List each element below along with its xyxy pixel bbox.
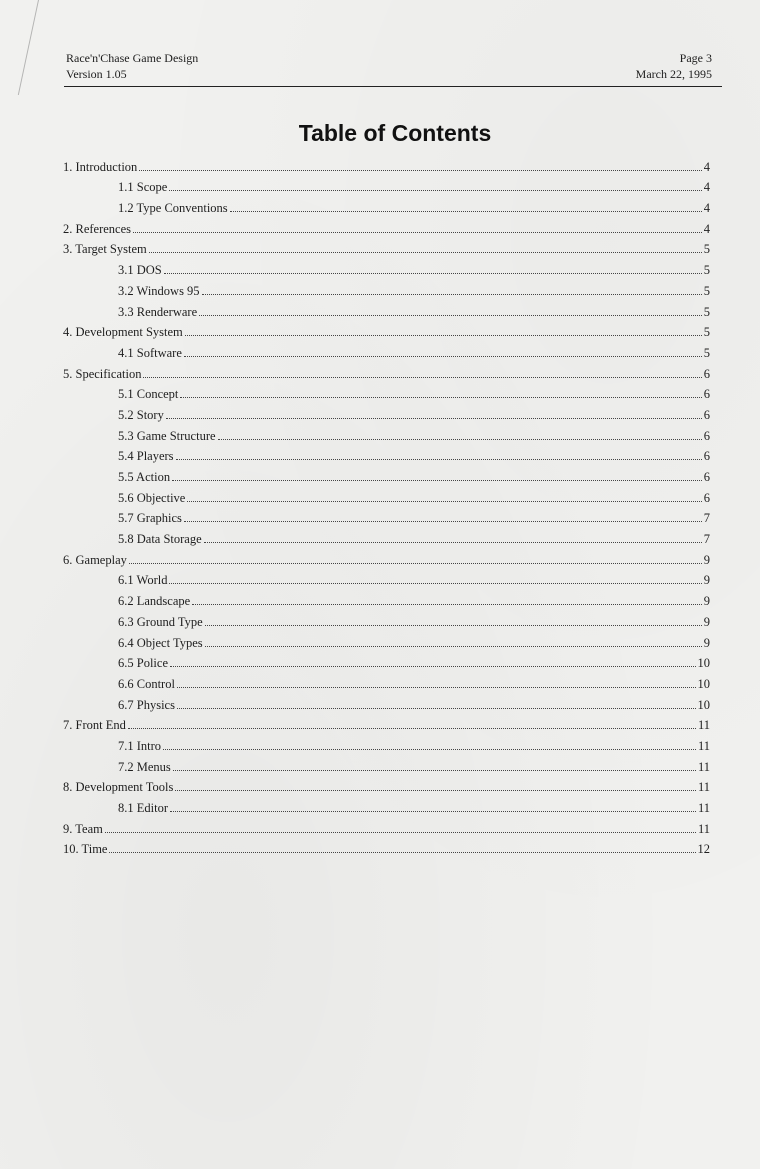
- toc-entry-label: 6. Gameplay: [63, 552, 127, 567]
- toc-section-entry: [63, 836, 710, 857]
- toc-subsection-entry: [63, 650, 710, 671]
- toc-subsection-entry: [63, 794, 710, 815]
- toc-entry-label: 8.1 Editor: [118, 801, 168, 815]
- toc-section-entry: [63, 153, 710, 174]
- document-date: March 22, 1995: [635, 67, 712, 81]
- toc-entry-page: 6: [703, 366, 710, 381]
- toc-subsection-entry: [63, 277, 710, 298]
- toc-subsection-entry: [63, 484, 710, 505]
- dot-leader: [166, 417, 702, 419]
- toc-section-entry: [63, 546, 710, 567]
- toc-entry-label: 6.6 Control: [118, 676, 175, 691]
- dot-leader: [180, 396, 701, 398]
- dot-leader: [199, 314, 702, 316]
- toc-entry-label: 5.6 Objective: [118, 490, 186, 505]
- dot-leader: [128, 727, 696, 729]
- toc-entry-page: 11: [697, 759, 710, 774]
- toc-entry-label: 4.1 Software: [118, 345, 182, 360]
- toc-subsection-entry: [63, 567, 710, 588]
- toc-entry-label: 10. Time: [63, 842, 108, 857]
- dot-leader: [184, 355, 702, 357]
- toc-entry-label: 3.1 DOS: [118, 263, 162, 278]
- toc-section-entry: [63, 815, 710, 836]
- toc-subsection-entry: [63, 194, 710, 215]
- toc-section-entry: [63, 712, 710, 733]
- toc-entry-page: 6: [703, 449, 710, 464]
- toc-entry-label: 5.5 Action: [118, 470, 171, 484]
- toc-entry-page: 4: [703, 221, 710, 236]
- toc-subsection-entry: [63, 174, 710, 195]
- toc-entry-page: 11: [697, 821, 710, 836]
- toc-section-entry: [63, 360, 710, 381]
- toc-entry-label: 6.2 Landscape: [118, 594, 191, 609]
- dot-leader: [105, 831, 696, 833]
- dot-leader: [202, 293, 702, 295]
- toc-subsection-entry: [63, 505, 710, 526]
- page-number: Page 3: [679, 51, 712, 65]
- toc-subsection-entry: [63, 401, 710, 422]
- toc-entry-page: 5: [703, 304, 710, 319]
- toc-entry-page: 10: [697, 676, 710, 691]
- toc-subsection-entry: [63, 732, 710, 753]
- toc-subsection-entry: [63, 691, 710, 712]
- dot-leader: [173, 769, 696, 771]
- toc-entry-label: 3. Target System: [63, 242, 147, 257]
- toc-entry-page: 10: [697, 697, 710, 712]
- dot-leader: [170, 665, 696, 667]
- toc-entry-page: 9: [703, 594, 710, 609]
- toc-subsection-entry: [63, 670, 710, 691]
- toc-entry-page: 4: [703, 159, 710, 174]
- header-left: [66, 50, 198, 82]
- toc-subsection-entry: [63, 339, 710, 360]
- dot-leader: [205, 624, 702, 626]
- toc-entry-page: 11: [697, 780, 710, 795]
- document-title: Race'n'Chase Game Design: [66, 51, 199, 65]
- toc-entry-label: 7.2 Menus: [118, 759, 171, 774]
- toc-entry-page: 6: [703, 407, 710, 422]
- dot-leader: [109, 851, 695, 853]
- toc-subsection-entry: [63, 753, 710, 774]
- toc-section-entry: [63, 215, 710, 236]
- toc-entry-label: 2. References: [63, 221, 132, 236]
- dot-leader: [169, 582, 701, 584]
- toc-entry-label: 3.3 Renderware: [118, 304, 198, 319]
- toc-entry-page: 6: [703, 387, 710, 402]
- toc-section-entry: [63, 774, 710, 795]
- dot-leader: [176, 458, 702, 460]
- toc-entry-page: 6: [703, 470, 710, 484]
- dot-leader: [139, 169, 701, 171]
- toc-section-entry: [63, 236, 710, 257]
- toc-entry-page: 9: [703, 573, 710, 588]
- toc-entry-label: 5.8 Data Storage: [118, 532, 202, 547]
- header-right: [636, 50, 712, 82]
- dot-leader: [218, 438, 702, 440]
- toc-subsection-entry: [63, 608, 710, 629]
- toc-entry-page: 5: [703, 283, 710, 298]
- toc-entry-page: 11: [697, 801, 710, 815]
- toc-entry-page: 5: [703, 263, 710, 278]
- toc-subsection-entry: [63, 422, 710, 443]
- dot-leader: [175, 789, 696, 791]
- toc-entry-label: 7.1 Intro: [118, 738, 162, 753]
- dot-leader: [192, 603, 702, 605]
- dot-leader: [177, 707, 696, 709]
- toc-entry-label: 5.1 Concept: [118, 387, 179, 402]
- toc-entry-page: 7: [703, 511, 710, 526]
- toc-entry-label: 1.2 Type Conventions: [118, 201, 228, 216]
- dot-leader: [170, 810, 696, 812]
- dot-leader: [185, 334, 702, 336]
- toc-entry-label: 7. Front End: [63, 718, 126, 733]
- toc-entry-label: 5.2 Story: [118, 407, 164, 422]
- toc-entry-label: 4. Development System: [63, 325, 183, 340]
- toc-entry-label: 5.7 Graphics: [118, 511, 182, 526]
- toc-subsection-entry: [63, 525, 710, 546]
- dot-leader: [163, 748, 696, 750]
- page-title: Table of Contents: [298, 120, 492, 146]
- toc-entry-label: 1.1 Scope: [118, 180, 168, 195]
- toc-entry-label: 5. Specification: [63, 366, 142, 381]
- toc-entry-page: 9: [703, 552, 710, 567]
- dot-leader: [230, 210, 702, 212]
- toc-section-entry: [63, 319, 710, 340]
- toc-entry-page: 6: [703, 428, 710, 443]
- toc-entry-label: 1. Introduction: [63, 159, 138, 174]
- toc-entry-label: 6.4 Object Types: [118, 635, 203, 650]
- toc-subsection-entry: [63, 381, 710, 402]
- toc-entry-page: 12: [697, 842, 710, 857]
- toc-entry-label: 6.5 Police: [118, 656, 168, 671]
- toc-entry-page: 5: [703, 242, 710, 257]
- toc-entry-label: 9. Team: [63, 821, 103, 836]
- toc-entry-page: 4: [703, 180, 710, 195]
- dot-leader: [164, 272, 702, 274]
- dot-leader: [187, 500, 701, 502]
- dot-leader: [133, 231, 702, 233]
- dot-leader: [169, 189, 701, 191]
- dot-leader: [184, 520, 702, 522]
- toc-entry-label: 5.3 Game Structure: [118, 428, 216, 443]
- toc-entry-page: 11: [697, 718, 710, 733]
- dot-leader: [204, 541, 702, 543]
- toc-entry-page: 5: [703, 325, 710, 340]
- document-version: Version 1.05: [66, 67, 127, 81]
- toc-entry-page: 4: [703, 201, 710, 216]
- toc-subsection-entry: [63, 587, 710, 608]
- toc-subsection-entry: [63, 443, 710, 464]
- toc-entry-page: 6: [703, 490, 710, 505]
- toc-entry-label: 6.3 Ground Type: [118, 614, 203, 629]
- toc-subsection-entry: [63, 298, 710, 319]
- dot-leader: [129, 562, 702, 564]
- toc-entry-label: 3.2 Windows 95: [118, 283, 200, 298]
- toc-subsection-entry: [63, 256, 710, 277]
- toc-entry-page: 7: [703, 532, 710, 547]
- toc-entry-page: 9: [703, 635, 710, 650]
- toc-subsection-entry: [63, 629, 710, 650]
- toc-entry-label: 6.1 World: [118, 573, 168, 588]
- toc-entry-page: 5: [703, 345, 710, 360]
- page-header: [64, 50, 722, 87]
- paper-fold-mark: [18, 0, 39, 95]
- dot-leader: [143, 376, 701, 378]
- toc-entry-page: 11: [697, 738, 710, 753]
- toc-entry-label: 6.7 Physics: [118, 697, 175, 712]
- table-of-contents: [63, 153, 710, 856]
- dot-leader: [177, 686, 696, 688]
- dot-leader: [205, 645, 702, 647]
- toc-entry-page: 10: [697, 656, 710, 671]
- dot-leader: [149, 251, 702, 253]
- toc-entry-label: 5.4 Players: [118, 449, 174, 464]
- toc-subsection-entry: [63, 463, 710, 484]
- toc-entry-page: 9: [703, 614, 710, 629]
- dot-leader: [172, 479, 702, 481]
- toc-entry-label: 8. Development Tools: [63, 780, 174, 795]
